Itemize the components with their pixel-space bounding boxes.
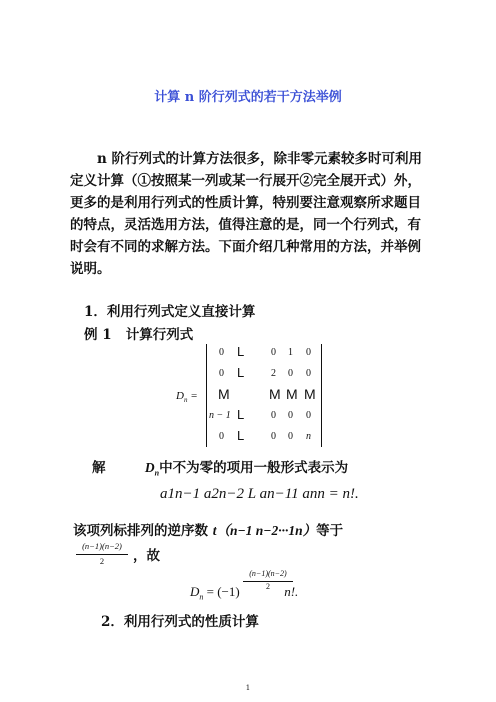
vertical-ellipsis-glyph: M — [304, 386, 316, 402]
intro-paragraph — [70, 148, 430, 280]
matrix-cell: 0 — [219, 368, 224, 379]
ellipsis-glyph: L — [237, 407, 245, 422]
page-title: 计算 n 阶行列式的若干方法举例 — [154, 90, 342, 105]
fraction-bar — [76, 554, 128, 555]
solution-text: 中不为零的项用一般形式表示为 — [159, 460, 349, 476]
inversion-line: 该项列标排列的逆序数 t（n−1 n−2···1n）等于 — [73, 523, 344, 539]
matrix-cell: 2 — [271, 368, 276, 379]
matrix-cell: 0 — [271, 347, 276, 358]
section-2-heading: 2．利用行列式的性质计算 — [101, 614, 259, 630]
matrix-cell: 0 — [219, 431, 224, 442]
fraction-denominator: 2 — [99, 556, 105, 566]
matrix-cell: n — [306, 431, 311, 442]
example-1-line — [84, 323, 193, 343]
solution-label: 解 — [92, 460, 106, 476]
vertical-ellipsis-glyph: M — [269, 386, 281, 402]
solution-line: 解 $D_n$中不为零的项用一般形式表示为 — [92, 460, 349, 478]
matrix-cell: 0 — [219, 347, 224, 358]
ellipsis-glyph: L — [237, 428, 245, 443]
ellipsis-glyph: L — [237, 344, 245, 359]
matrix-cell: 0 — [271, 410, 276, 421]
ellipsis-glyph: L — [237, 365, 245, 380]
example-text: 计算行列式 — [125, 327, 194, 343]
final-formula: $D_n = (-1)$ n!. — [190, 584, 299, 602]
matrix-cell: 0 — [288, 368, 293, 379]
vertical-ellipsis-glyph: M — [286, 386, 298, 402]
exponent-numerator: (n−1)(n−2) — [249, 569, 287, 578]
matrix-cell: n − 1 — [209, 410, 231, 421]
matrix-cell: 0 — [288, 410, 293, 421]
therefore-text: ，故 — [133, 548, 160, 564]
matrix-cell: 0 — [306, 347, 311, 358]
matrix-cell: 0 — [271, 431, 276, 442]
page-number: 1 — [245, 684, 251, 692]
fraction-numerator: (n−1)(n−2) — [82, 541, 122, 551]
matrix-cell: 1 — [288, 347, 293, 358]
matrix-cell: 0 — [306, 368, 311, 379]
product-formula: a1n−1 a2n−2 L an−11 ann = n!. — [160, 486, 359, 502]
exponent-denominator: 2 — [266, 582, 270, 591]
matrix-cell: 0 — [306, 410, 311, 421]
vertical-ellipsis-glyph: M — [218, 386, 230, 402]
determinant-lhs: $D_n$ = — [176, 390, 198, 405]
section-1-heading: 1．利用行列式定义直接计算 — [84, 304, 256, 320]
intro-text: n 阶行列式的计算方法很多，除非零元素较多时可利用定义计算（①按照某一列或某一行展开②完全展开式）外，更多的是利用行列式的性质计算，特别要注意观察所求题目的特点，灵活选用方法，值得注意的是，同一个行列式，有时会有不同的求解方法。下面介绍几种常用的方法，并举例说明。 — [70, 151, 423, 277]
matrix-cell: 0 — [288, 431, 293, 442]
example-label: 例 1 — [84, 327, 112, 343]
determinant-matrix — [206, 344, 322, 447]
